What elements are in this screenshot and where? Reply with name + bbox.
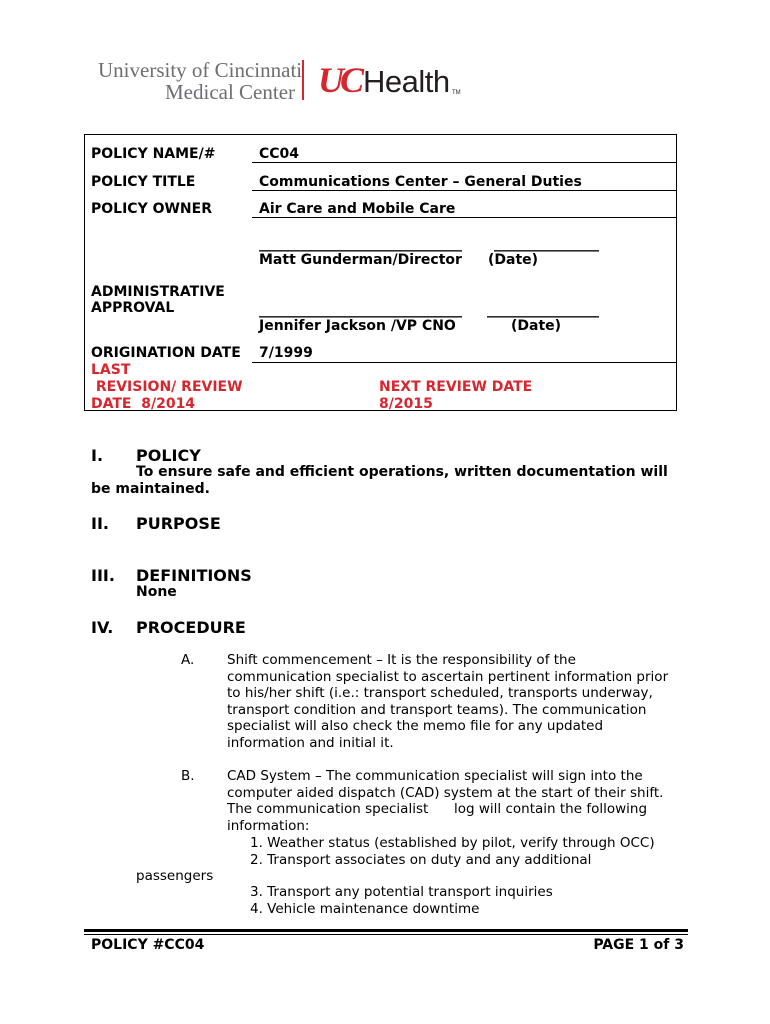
- section-title-definitions: DEFINITIONS: [136, 566, 252, 585]
- section-number: II.: [91, 514, 109, 533]
- logo-health-text: Health: [363, 64, 450, 99]
- divider: [252, 190, 677, 191]
- policy-text: To ensure safe and efficient operations, written documentation will: [136, 464, 668, 480]
- footer-policy-number: POLICY #CC04: [91, 937, 205, 953]
- procedure-item-label: A.: [181, 652, 195, 668]
- procedure-line: CAD System – The communication specialist will sign into the: [227, 768, 643, 784]
- procedure-b-list-2: [250, 884, 553, 917]
- procedure-line: information and initial it.: [227, 734, 394, 751]
- procedure-item-label: B.: [181, 768, 195, 784]
- policy-title-label: POLICY TITLE: [91, 174, 196, 190]
- next-review-label: NEXT REVIEW DATE: [379, 379, 533, 395]
- footer-rule: [84, 929, 688, 932]
- date-line: _______________: [494, 236, 599, 252]
- section-title-procedure: PROCEDURE: [136, 618, 246, 637]
- policy-title-value: Communications Center – General Duties: [259, 174, 582, 190]
- section-title-purpose: PURPOSE: [136, 514, 221, 533]
- policy-name-label: POLICY NAME/#: [91, 146, 216, 162]
- uc-logo-mark-icon: UC: [318, 60, 361, 100]
- definitions-text: None: [136, 584, 177, 600]
- list-item: 4. Vehicle maintenance downtime: [250, 900, 480, 917]
- procedure-item-a: [227, 652, 668, 752]
- next-review-date: 8/2015: [379, 396, 433, 412]
- logo-university-text: University of Cincinnati: [98, 58, 303, 82]
- procedure-line: Shift commencement – It is the responsibility of the: [227, 652, 576, 668]
- policy-owner-value: Air Care and Mobile Care: [259, 201, 456, 217]
- policy-owner-label: POLICY OWNER: [91, 201, 212, 217]
- origination-date-label: ORIGINATION DATE: [91, 345, 241, 361]
- section-number: IV.: [91, 618, 114, 637]
- last-revision-date: DATE 8/2014: [91, 396, 196, 412]
- list-item-wrap: passengers: [136, 868, 214, 884]
- logo-divider: [302, 60, 304, 100]
- procedure-line: information:: [227, 817, 310, 834]
- signer-vp-cno: Jennifer Jackson /VP CNO: [259, 318, 456, 334]
- procedure-item-b: [227, 768, 663, 834]
- last-revision-label-2: REVISION/ REVIEW: [91, 379, 243, 395]
- list-item: 2. Transport associates on duty and any additional: [250, 851, 592, 868]
- administrative-approval-label-2: APPROVAL: [91, 300, 175, 316]
- procedure-line: to his/her shift (i.e.: transport scheduled, transports underway,: [227, 685, 653, 702]
- date-label: (Date): [511, 318, 562, 334]
- section-number: III.: [91, 566, 115, 585]
- section-number: I.: [91, 446, 104, 465]
- logo-trademark: TM: [452, 90, 461, 96]
- procedure-b-list: [250, 835, 655, 868]
- procedure-line: The communication specialist log will contain the following: [227, 801, 648, 818]
- list-item: 1. Weather status (established by pilot, verify through OCC): [250, 835, 655, 851]
- policy-name-value: CC04: [259, 146, 300, 162]
- signer-director: Matt Gunderman/Director: [259, 252, 462, 268]
- origination-date-value: 7/1999: [259, 345, 313, 361]
- procedure-line: communication specialist to ascertain pertinent information prior: [227, 668, 669, 685]
- divider: [252, 217, 677, 218]
- divider: [252, 162, 677, 163]
- section-title-policy: POLICY: [136, 446, 201, 465]
- list-item: 3. Transport any potential transport inquiries: [250, 884, 553, 900]
- procedure-line: transport condition and transport teams). The communication: [227, 701, 647, 718]
- procedure-line: specialist will also check the memo file for any updated: [227, 718, 604, 735]
- logo-medical-center-text: Medical Center: [165, 80, 296, 104]
- procedure-line: computer aided dispatch (CAD) system at the start of their shift.: [227, 784, 664, 801]
- policy-text-2: be maintained.: [91, 481, 210, 497]
- signature-line: _____________________________: [259, 302, 462, 318]
- administrative-approval-label: ADMINISTRATIVE: [91, 284, 225, 300]
- date-line: ________________: [487, 302, 599, 318]
- footer-page-number: PAGE 1 of 3: [593, 937, 684, 953]
- signature-line: _____________________________: [259, 236, 462, 252]
- date-label: (Date): [488, 252, 539, 268]
- divider: [252, 362, 677, 363]
- footer-rule-thin: [84, 934, 688, 935]
- last-revision-label: LAST: [91, 362, 131, 378]
